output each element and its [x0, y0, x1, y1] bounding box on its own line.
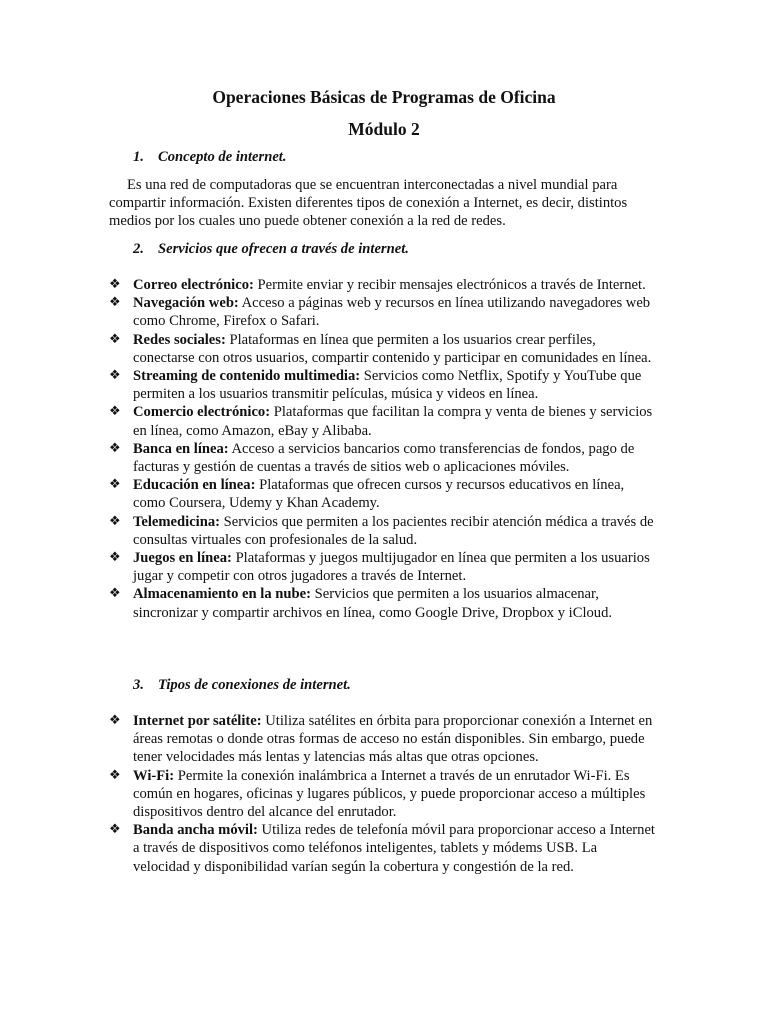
section-heading-text: Concepto de internet.: [158, 149, 287, 165]
diamond-bullet-icon: ❖: [109, 331, 121, 347]
section-heading-servicios: [133, 240, 409, 258]
list-item-term: Banda ancha móvil:: [133, 822, 258, 839]
list-item-text: Servicios que permiten a los pacientes recibir atención médica a través de consultas virtuales con profesionales de la salud.: [133, 513, 654, 548]
list-item-term: Juegos en línea:: [133, 550, 232, 567]
list-item: [109, 513, 657, 549]
list-item: [109, 712, 657, 767]
diamond-bullet-icon: ❖: [109, 295, 121, 311]
diamond-bullet-icon: ❖: [109, 550, 121, 566]
diamond-bullet-icon: ❖: [109, 586, 121, 602]
list-item-term: Wi-Fi:: [133, 767, 175, 784]
diamond-bullet-icon: ❖: [109, 822, 121, 838]
list-item-text: Acceso a servicios bancarios como transferencias de fondos, pago de facturas y gestión de cuentas a través de sitios web o aplicaciones móviles.: [133, 440, 635, 476]
list-item: [109, 440, 657, 476]
list-item-term: Internet por satélite:: [133, 713, 262, 729]
list-item-text: Plataformas que facilitan la compra y venta de bienes y servicios en línea, como Amazon, eBay y Alibaba.: [133, 404, 653, 439]
list-item-text: Servicios como Netflix, Spotify y YouTube que permiten a los usuarios transmitir películas, música y videos en línea.: [133, 368, 642, 403]
diamond-bullet-icon: ❖: [109, 368, 121, 384]
list-item-term: Correo electrónico:: [133, 277, 254, 293]
list-item-text: Utiliza redes de telefonía móvil para proporcionar acceso a Internet a través de dispositivos como teléfonos inteligentes, tablets y módems USB. La velocidad y disponibilidad varían según la cobertura y congestión de la red.: [133, 822, 655, 875]
list-item: [109, 403, 657, 439]
list-item: [109, 331, 657, 367]
list-item: [109, 476, 657, 512]
section-heading-text: Tipos de conexiones de internet.: [158, 677, 351, 693]
list-item-term: Almacenamiento en la nube:: [133, 586, 311, 603]
list-item-text: Plataformas que ofrecen cursos y recursos educativos en línea, como Coursera, Udemy y Khan Academy.: [133, 477, 625, 512]
diamond-bullet-icon: ❖: [109, 513, 121, 529]
section-heading-text: Servicios que ofrecen a través de internet.: [158, 241, 409, 257]
services-list: [109, 276, 657, 622]
list-item-term: Streaming de contenido multimedia:: [133, 368, 361, 385]
diamond-bullet-icon: ❖: [109, 404, 121, 420]
list-item: [109, 276, 657, 294]
list-item: [109, 367, 657, 403]
diamond-bullet-icon: ❖: [109, 277, 121, 292]
list-item-text: Acceso a páginas web y recursos en línea utilizando navegadores web como Chrome, Firefox o Safari.: [133, 295, 651, 330]
diamond-bullet-icon: ❖: [109, 477, 121, 493]
connections-list: [109, 712, 657, 876]
list-item-term: Redes sociales:: [133, 331, 226, 348]
section-number: 1.: [133, 149, 144, 165]
list-item-term: Educación en línea:: [133, 477, 256, 494]
list-item-text: Permite la conexión inalámbrica a Internet a través de un enrutador Wi-Fi. Es común en hogares, oficinas y lugares públicos, y puede proporcionar acceso a múltiples dispositivos dentro del alcance del enrutador.: [133, 767, 646, 821]
document-title: Operaciones Básicas de Programas de Oficina: [212, 87, 556, 107]
list-item-text: Utiliza satélites en órbita para proporcionar conexión a Internet en áreas remotas o donde otras formas de acceso no están disponibles. Sin embargo, puede tener velocidades más lentas y latencias más altas que otras opciones.: [133, 713, 653, 766]
list-item: [109, 549, 657, 585]
diamond-bullet-icon: ❖: [109, 713, 121, 728]
list-item-text: Servicios que permiten a los usuarios almacenar, sincronizar y compartir archivos en línea, como Google Drive, Dropbox y iCloud.: [133, 586, 613, 621]
list-item: [109, 585, 657, 621]
list-item-term: Telemedicina:: [133, 513, 221, 530]
section-number: 2.: [133, 241, 144, 257]
diamond-bullet-icon: ❖: [109, 440, 121, 456]
list-item-text: Plataformas en línea que permiten a los usuarios crear perfiles, conectarse con otros usuarios, compartir contenido y participar en comunidades en línea.: [133, 331, 652, 366]
section-number: 3.: [133, 677, 144, 693]
list-item-text: Plataformas y juegos multijugador en línea que permiten a los usuarios jugar y competir con otros jugadores a través de Internet.: [133, 550, 650, 585]
list-item-text: Permite enviar y recibir mensajes electrónicos a través de Internet.: [253, 277, 646, 293]
list-item-term: Navegación web:: [133, 295, 239, 312]
list-item: [109, 767, 657, 822]
list-item: [109, 294, 657, 330]
section-heading-conexiones: [133, 676, 351, 694]
diamond-bullet-icon: ❖: [109, 767, 121, 783]
list-item-term: Banca en línea:: [133, 440, 229, 457]
list-item-term: Comercio electrónico:: [133, 404, 271, 421]
list-item: [109, 821, 657, 876]
document-subtitle: Módulo 2: [348, 119, 420, 139]
intro-paragraph: Es una red de computadoras que se encuentran interconectadas a nivel mundial para compartir información. Existen diferentes tipos de conexión a Internet, es decir, distintos medios por los cuales uno puede obtener conexión a la red de redes.: [109, 177, 628, 230]
section-heading-concepto: [133, 148, 287, 166]
